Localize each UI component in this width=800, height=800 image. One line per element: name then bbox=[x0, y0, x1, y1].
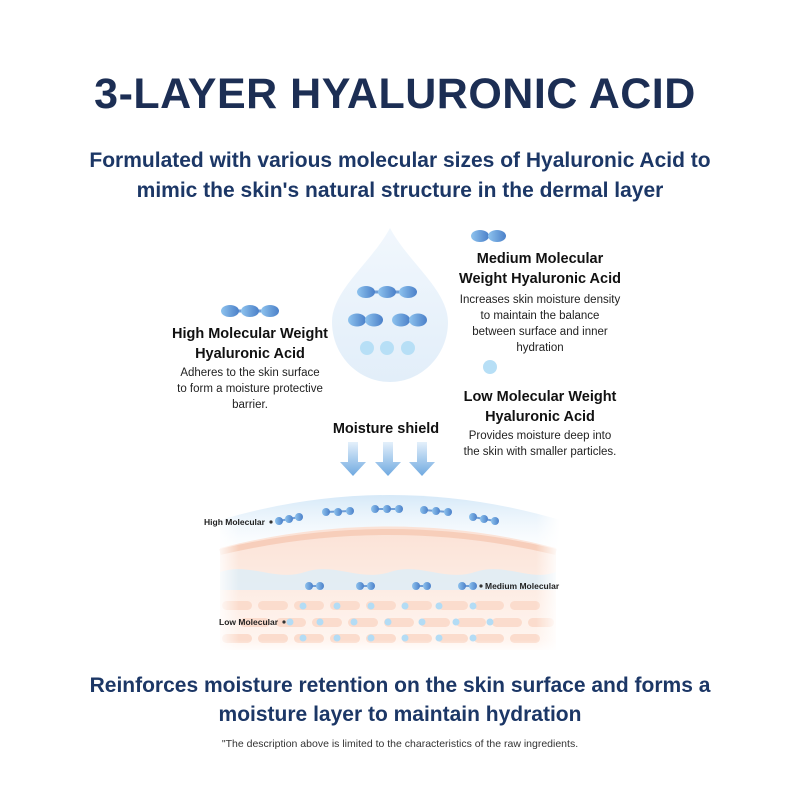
high-molecular-diagram-label: High Molecular bbox=[204, 517, 265, 527]
medium-molecular-section bbox=[440, 249, 640, 356]
high-molecular-title-line-1: High Molecular Weight bbox=[171, 326, 329, 342]
high-molecular-title-line-2: Hyaluronic Acid bbox=[195, 346, 305, 362]
high-molecular-section bbox=[150, 324, 350, 413]
subtitle-line-2: mimic the skin's natural structure in the dermal layer bbox=[136, 179, 664, 202]
low-molecular-diagram-label: Low Molecular bbox=[219, 617, 279, 627]
medium-molecular-diagram-label: Medium Molecular bbox=[485, 581, 560, 591]
page-title: 3-LAYER HYALURONIC ACID bbox=[94, 70, 696, 118]
medium-molecular-desc-line-1: Increases skin moisture density bbox=[459, 294, 621, 306]
high-molecular-desc-line-1: Adheres to the skin surface bbox=[180, 367, 320, 379]
low-molecular-desc-line-2: the skin with smaller particles. bbox=[463, 446, 617, 458]
medium-molecular-desc-line-3: between surface and inner bbox=[472, 326, 608, 338]
medium-molecular-desc-line-4: hydration bbox=[516, 342, 564, 354]
low-molecular-section bbox=[440, 387, 640, 460]
low-molecule-icon bbox=[483, 360, 497, 374]
high-molecular-desc-line-2: to form a moisture protective bbox=[177, 383, 323, 395]
high-molecular-desc-line-3: barrier. bbox=[232, 399, 268, 411]
medium-molecule-icon bbox=[471, 230, 506, 242]
summary-line-2: moisture layer to maintain hydration bbox=[218, 703, 582, 726]
medium-molecular-title-line-2: Weight Hyaluronic Acid bbox=[459, 271, 621, 287]
low-molecular-title-line-2: Hyaluronic Acid bbox=[485, 409, 595, 425]
low-molecular-title-line-1: Low Molecular Weight bbox=[463, 389, 617, 405]
down-arrow-icon bbox=[340, 442, 435, 476]
subtitle-line-1: Formulated with various molecular sizes of Hyaluronic Acid to bbox=[89, 149, 711, 172]
moisture-shield-label: Moisture shield bbox=[332, 421, 440, 437]
medium-molecular-title-line-1: Medium Molecular bbox=[476, 251, 604, 267]
high-molecule-icon bbox=[221, 305, 279, 317]
summary-statement bbox=[40, 671, 760, 729]
summary-line-1: Reinforces moisture retention on the skin surface and forms a bbox=[89, 674, 711, 697]
disclaimer-note: "The description above is limited to the characteristics of the raw ingredients. bbox=[221, 738, 579, 750]
medium-molecular-desc-line-2: to maintain the balance bbox=[480, 310, 600, 322]
skin-cross-section bbox=[215, 490, 560, 655]
low-molecular-desc-line-1: Provides moisture deep into bbox=[468, 430, 612, 442]
